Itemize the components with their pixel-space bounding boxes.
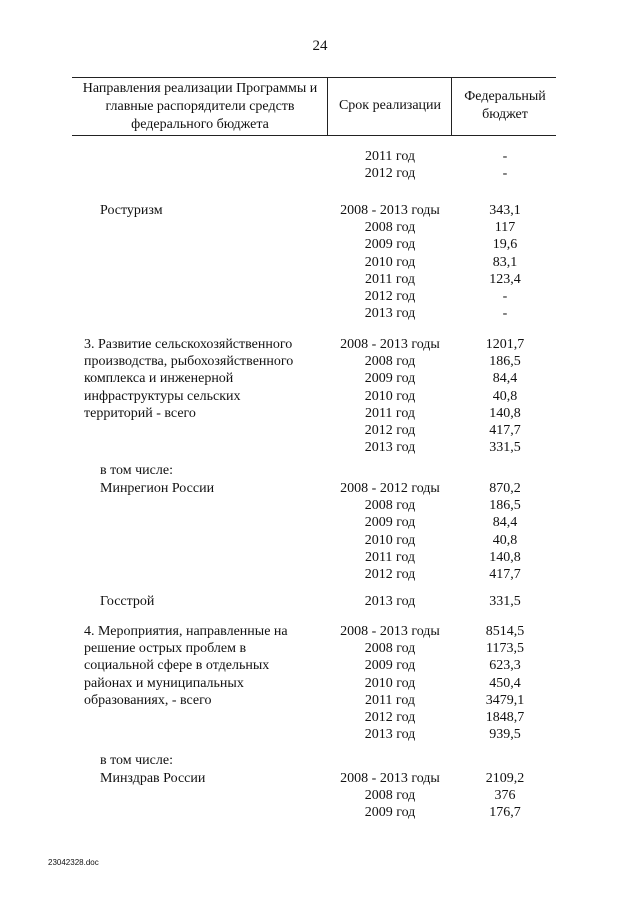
period-cell: 2008 - 2013 годы <box>340 337 440 352</box>
row-label: Госстрой <box>100 594 155 609</box>
budget-cell: - <box>502 306 508 322</box>
budget-cell: 40,8 <box>492 532 518 548</box>
budget-cell: 117 <box>494 220 516 236</box>
budget-cell: 331,5 <box>489 440 521 456</box>
budget-cell: 140,8 <box>489 549 521 565</box>
period-cell: 2012 год <box>364 567 416 582</box>
period-cell: 2013 год <box>364 727 416 743</box>
budget-cell: 343,1 <box>489 203 521 218</box>
table-top-rule <box>72 77 556 78</box>
period-cell: 2012 год <box>364 423 416 438</box>
header-period: Срок реализации <box>338 98 442 113</box>
period-cell: 2009 год <box>364 371 416 387</box>
column-divider-1 <box>327 77 328 135</box>
table-header-rule <box>72 135 556 136</box>
budget-cell: 123,4 <box>489 271 521 287</box>
period-cell: 2008 - 2013 годы <box>340 771 440 786</box>
period-cell: 2012 год <box>364 166 416 182</box>
period-cell: 2008 - 2013 годы <box>340 203 440 218</box>
row-label: в том числе: <box>100 753 173 768</box>
period-cell: 2008 год <box>364 498 416 514</box>
budget-cell: 83,1 <box>492 254 518 270</box>
period-cell: 2010 год <box>364 532 416 548</box>
period-cell: 2009 год <box>364 658 416 674</box>
row-label: инфраструктуры сельских <box>84 388 241 404</box>
budget-cell: - <box>502 166 508 182</box>
row-label: Минздрав России <box>100 771 206 786</box>
budget-cell: 417,7 <box>489 567 521 582</box>
row-label: образованиях, - всего <box>84 692 212 708</box>
period-cell: 2008 - 2012 годы <box>340 481 440 496</box>
budget-cell: 8514,5 <box>485 624 525 639</box>
budget-cell: 84,4 <box>492 371 518 387</box>
budget-cell: 376 <box>494 788 516 804</box>
row-label: комплекса и инженерной <box>84 371 234 387</box>
period-cell: 2011 год <box>364 271 416 287</box>
budget-cell: 417,7 <box>489 423 521 438</box>
budget-cell: 450,4 <box>489 675 521 691</box>
period-cell: 2013 год <box>364 306 416 322</box>
budget-cell: 939,5 <box>489 727 521 743</box>
budget-cell: 331,5 <box>489 594 521 609</box>
period-cell: 2012 год <box>364 289 416 304</box>
budget-cell: 84,4 <box>492 515 518 531</box>
row-label: Минрегион России <box>100 481 215 496</box>
row-label: 3. Развитие сельскохозяйственного <box>84 337 293 352</box>
row-label: районах и муниципальных <box>84 675 244 691</box>
period-cell: 2008 год <box>364 354 416 370</box>
budget-cell: 40,8 <box>492 388 518 404</box>
header-direction: Направления реализации Программы и главные распорядители средств федерального бюджета <box>82 81 318 132</box>
row-label: 4. Мероприятия, направленные на <box>84 624 288 639</box>
budget-cell: 870,2 <box>489 481 521 496</box>
period-cell: 2011 год <box>364 149 416 164</box>
period-cell: 2008 - 2013 годы <box>340 624 440 639</box>
period-cell: 2008 год <box>364 641 416 657</box>
budget-cell: 1201,7 <box>485 337 525 352</box>
period-cell: 2011 год <box>364 549 416 565</box>
row-label: производства, рыбохозяйственного <box>84 354 294 370</box>
period-cell: 2011 год <box>364 692 416 708</box>
budget-cell: 2109,2 <box>485 771 525 786</box>
budget-cell: 3479,1 <box>485 692 525 708</box>
row-label: Ростуризм <box>100 203 163 218</box>
period-cell: 2010 год <box>364 675 416 691</box>
period-cell: 2010 год <box>364 254 416 270</box>
row-label: социальной сфере в отдельных <box>84 658 270 674</box>
period-cell: 2009 год <box>364 515 416 531</box>
column-divider-2 <box>451 77 452 135</box>
document-filename: 23042328.doc <box>48 858 99 867</box>
period-cell: 2013 год <box>364 594 416 609</box>
period-cell: 2012 год <box>364 710 416 725</box>
budget-cell: 186,5 <box>489 498 521 514</box>
budget-cell: 623,3 <box>489 658 521 674</box>
period-cell: 2009 год <box>364 237 416 253</box>
period-cell: 2008 год <box>364 220 416 236</box>
budget-cell: 1848,7 <box>485 710 525 725</box>
row-label: решение острых проблем в <box>84 641 247 657</box>
budget-cell: 140,8 <box>489 405 521 421</box>
budget-cell: 186,5 <box>489 354 521 370</box>
budget-cell: - <box>502 149 508 164</box>
page-number: 24 <box>312 38 328 54</box>
header-budget: Федеральный бюджет <box>464 89 546 122</box>
budget-cell: 176,7 <box>489 805 521 821</box>
period-cell: 2010 год <box>364 388 416 404</box>
period-cell: 2008 год <box>364 788 416 804</box>
budget-cell: 1173,5 <box>486 641 524 657</box>
row-label: территорий - всего <box>84 405 196 421</box>
budget-cell: 19,6 <box>492 237 518 253</box>
row-label: в том числе: <box>100 463 173 478</box>
budget-cell: - <box>502 289 508 304</box>
period-cell: 2011 год <box>364 405 416 421</box>
period-cell: 2013 год <box>364 440 416 456</box>
period-cell: 2009 год <box>364 805 416 821</box>
